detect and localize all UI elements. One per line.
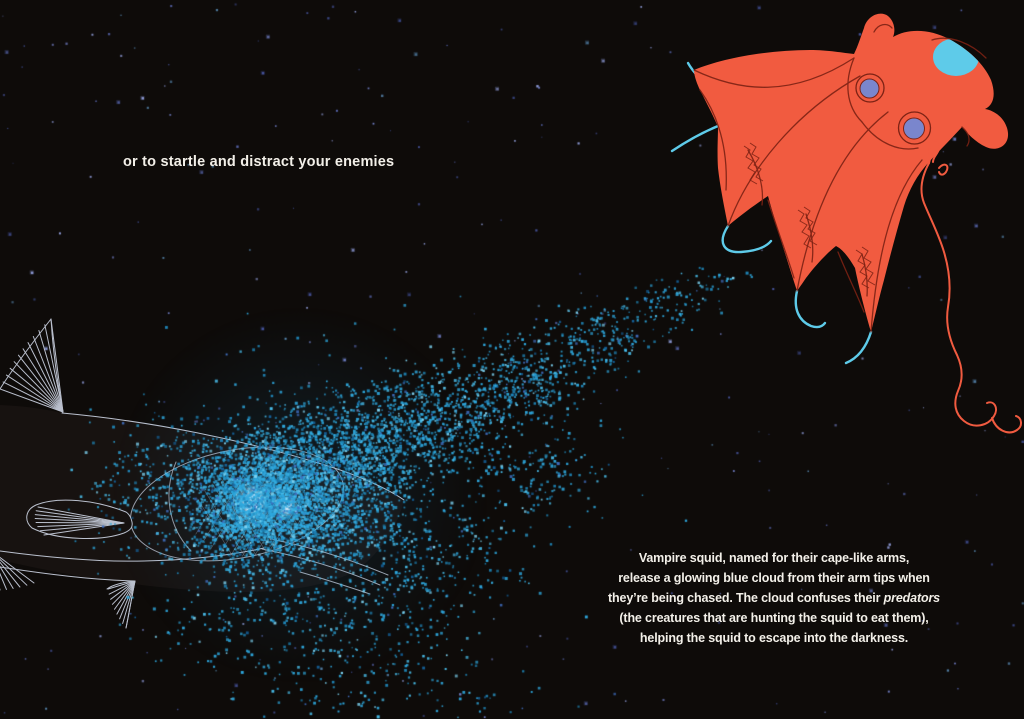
description-line: release a glowing blue cloud from their arm tips when xyxy=(618,571,930,585)
description-line: helping the squid to escape into the darkness. xyxy=(639,631,909,645)
trailing-filament xyxy=(922,140,1022,432)
squid-head-eye-patch xyxy=(933,38,979,76)
caption-text: or to startle and distract your enemies xyxy=(123,154,395,170)
description-line: Vampire squid, named for their cape-like arms, xyxy=(638,551,910,565)
description-line: (the creatures that are hunting the squid to eat them), xyxy=(619,611,929,625)
description-line: they’re being chased. The cloud confuses their predators xyxy=(608,591,940,605)
description-text xyxy=(594,548,954,648)
